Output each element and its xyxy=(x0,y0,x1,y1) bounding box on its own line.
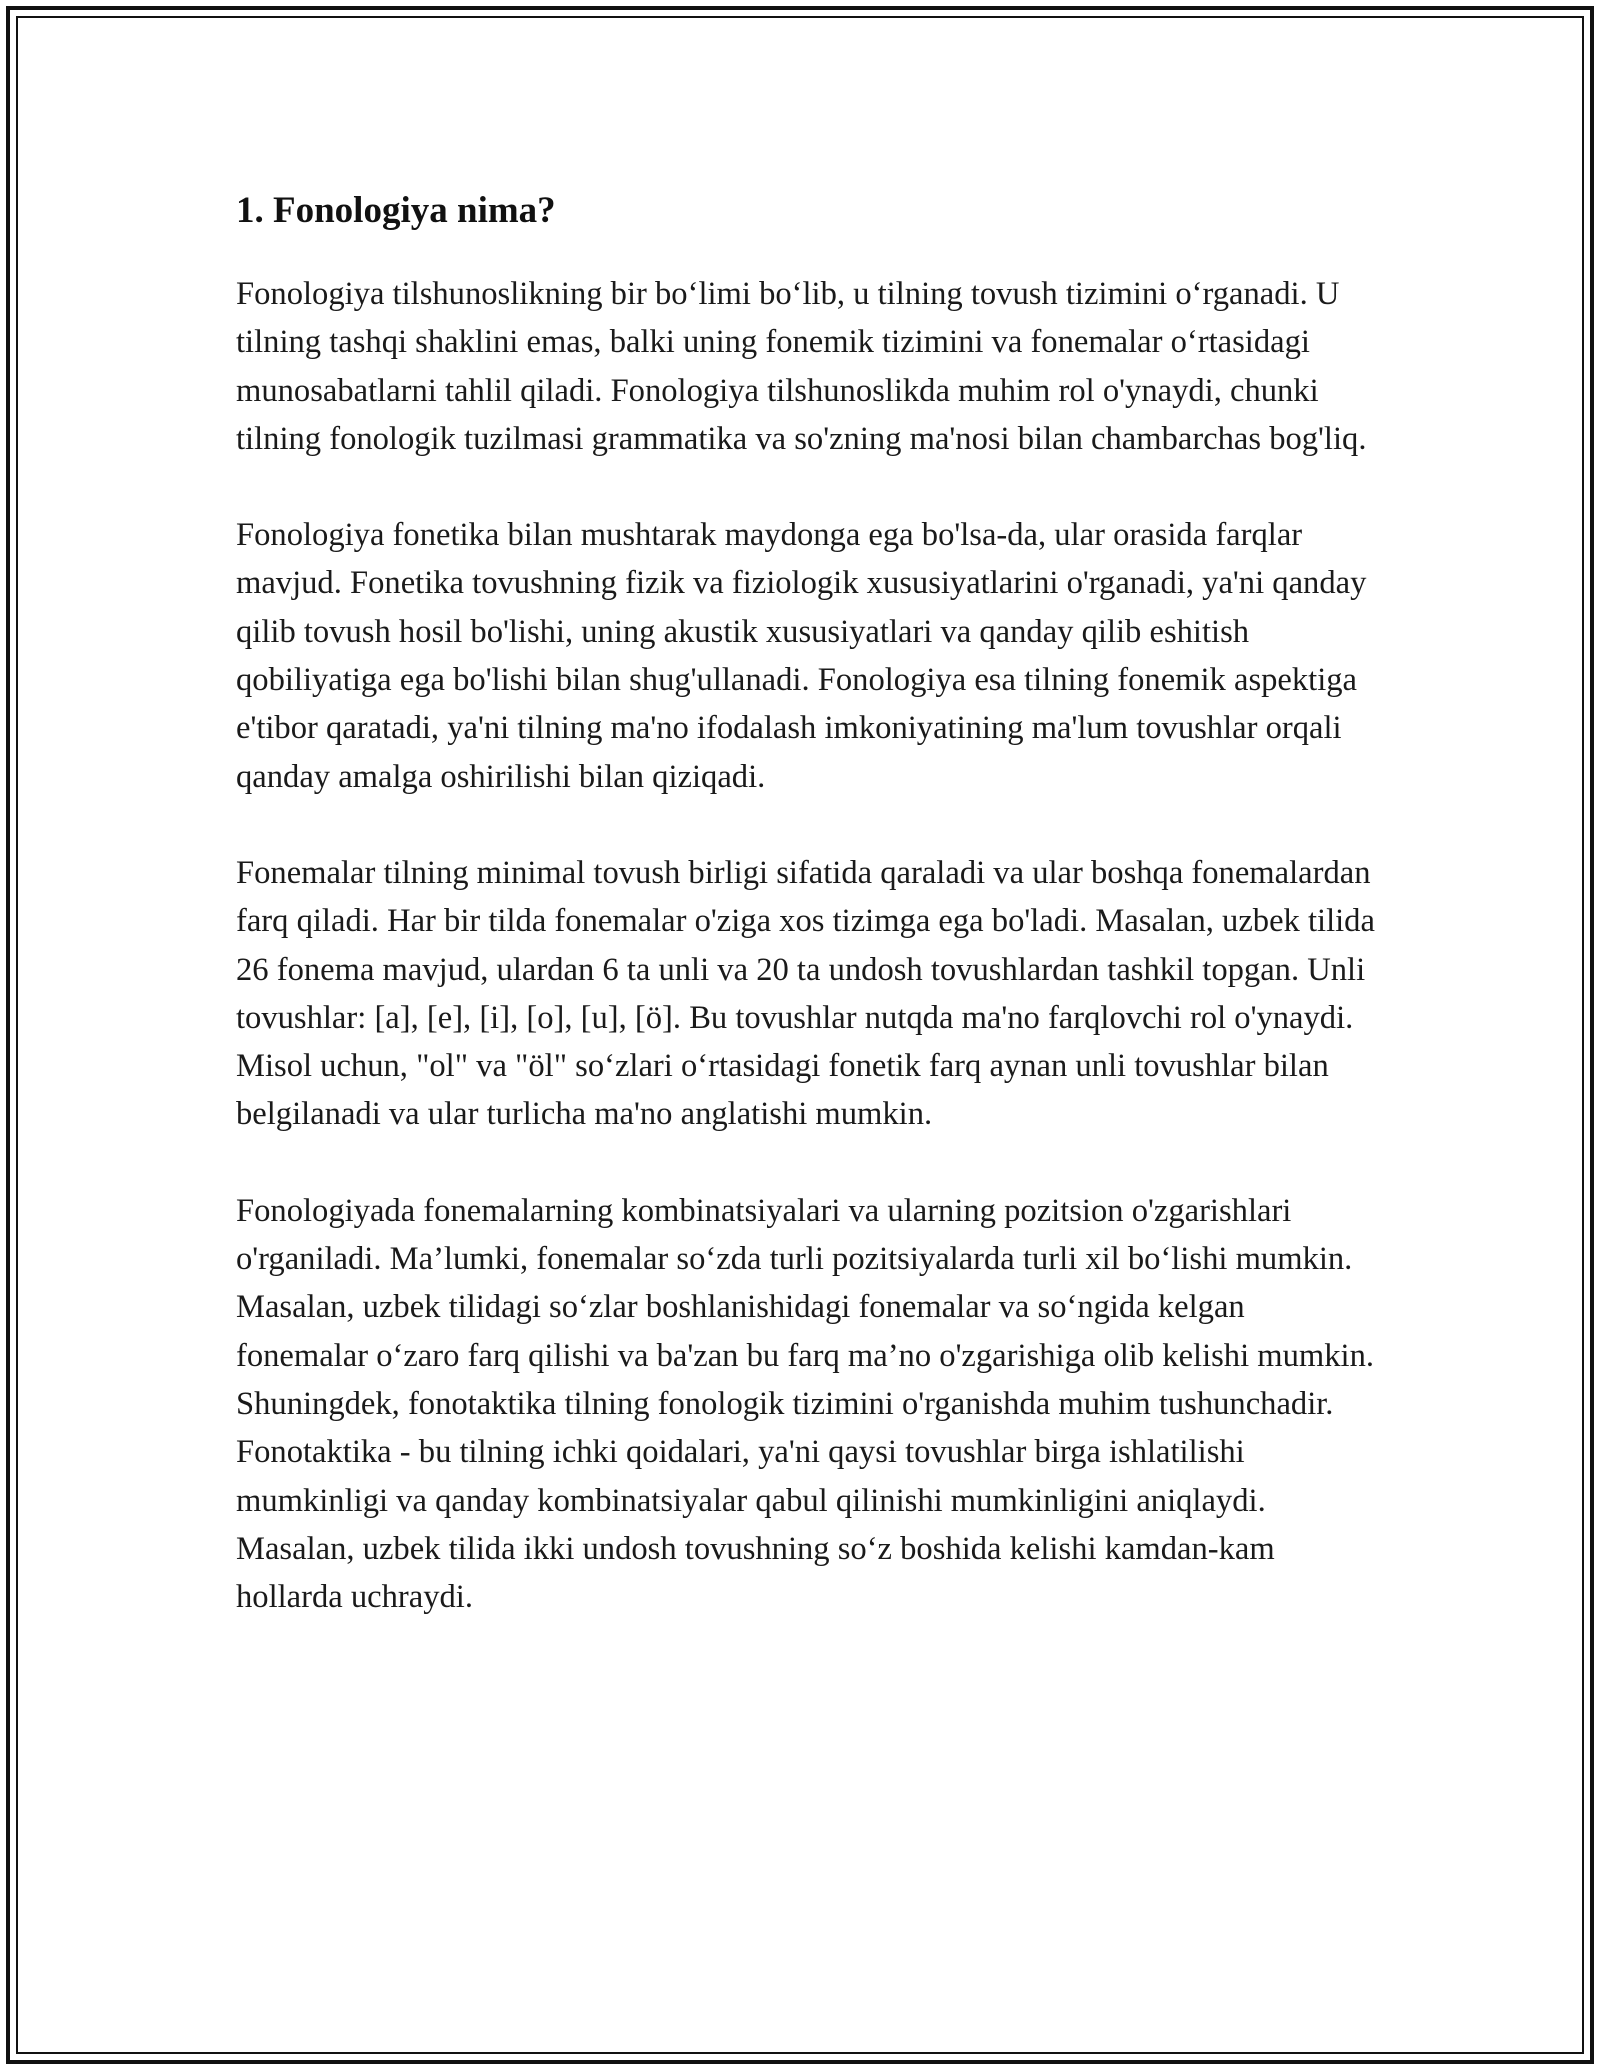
paragraph-4: Fonologiyada fonemalarning kombinatsiyalari va ularning pozitsion o'zgarishlari o'rganiladi. Ma’lumki, fonemalar so‘zda turli pozitsiyalarda turli xil bo‘lishi mumkin. Masalan, uzbek tilidagi so‘zlar boshlanishidagi fonemalar va so‘ngida kelgan fonemalar o‘zaro farq qilishi va ba'zan bu farq ma’no o'zgarishiga olib kelishi mumkin. Shuningdek, fonotaktika tilning fonologik tizimini o'rganishda muhim tushunchadir. Fonotaktika - bu tilning ichki qoidalari, ya'ni qaysi tovushlar birga ishlatilishi mumkinligi va qanday kombinatsiyalar qabul qilinishi mumkinligini aniqlaydi. Masalan, uzbek tilida ikki undosh tovushning so‘z boshida kelishi kamdan-kam hollarda uchraydi. xyxy=(236,1192,1375,1616)
paragraph-3: Fonemalar tilning minimal tovush birligi sifatida qaraladi va ular boshqa fonemalardan farq qiladi. Har bir tilda fonemalar o'ziga xos tizimga ega bo'ladi. Masalan, uzbek tilida 26 fonema mavjud, ulardan 6 ta unli va 20 ta undosh tovushlardan tashkil topgan. Unli tovushlar: [a], [e], [i], [o], [u], [ö]. Bu tovushlar nutqda ma'no farqlovchi rol o'ynaydi. Misol uchun, "ol" va "öl" so‘zlari o‘rtasidagi fonetik farq aynan unli tovushlar bilan belgilanadi va ular turlicha ma'no anglatishi mumkin. xyxy=(236,854,1375,1133)
paragraph-2: Fonologiya fonetika bilan mushtarak maydonga ega bo'lsa-da, ular orasida farqlar mavjud. Fonetika tovushning fizik va fiziologik xususiyatlarini o'rganadi, ya'ni qanday qilib tovush hosil bo'lishi, uning akustik xususiyatlari va qanday qilib eshitish qobiliyatiga ega bo'lishi bilan shug'ullanadi. Fonologiya esa tilning fonemik aspektiga e'tibor qaratadi, ya'ni tilning ma'no ifodalash imkoniyatining ma'lum tovushlar orqali qanday amalga oshirilishi bilan qiziqadi. xyxy=(236,517,1367,795)
document-body xyxy=(236,186,1376,1669)
section-heading: 1. Fonologiya nima? xyxy=(236,190,556,231)
paragraph-1: Fonologiya tilshunoslikning bir bo‘limi bo‘lib, u tilning tovush tizimini o‘rganadi. U tilning tashqi shaklini emas, balki uning fonemik tizimini va fonemalar o‘rtasidagi munosabatlarni tahlil qiladi. Fonologiya tilshunoslikda muhim rol o'ynaydi, chunki tilning fonologik tuzilmasi grammatika va so'zning ma'nosi bilan chambarchas bog'liq. xyxy=(236,276,1367,457)
